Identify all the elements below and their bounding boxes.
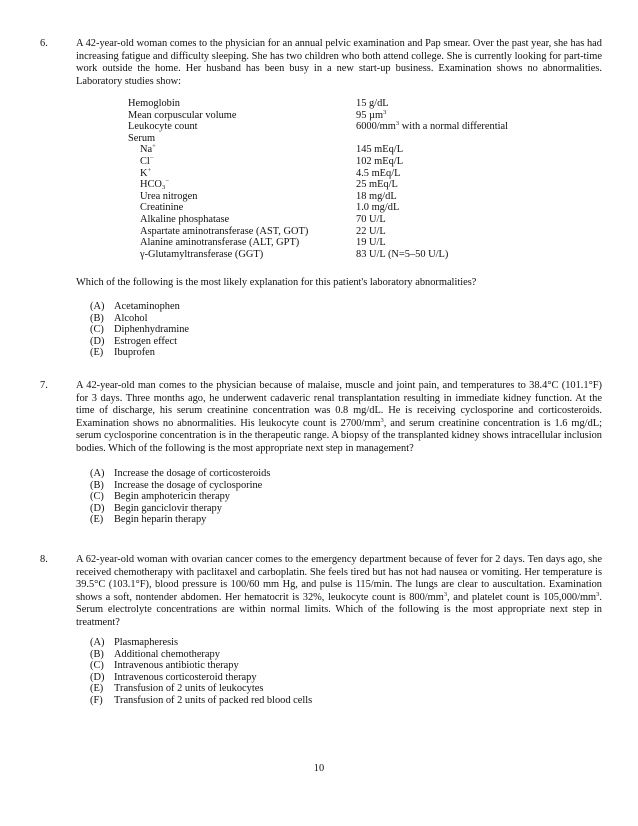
lab-row bbox=[128, 156, 508, 168]
option-letter: (B) bbox=[90, 479, 104, 491]
option-text: Increase the dosage of cyclosporine bbox=[114, 479, 263, 491]
stem-text bbox=[76, 554, 602, 630]
superscript: + bbox=[147, 166, 152, 174]
superscript: 3 bbox=[443, 590, 448, 598]
option-text: Intravenous antibiotic therapy bbox=[114, 660, 239, 672]
option-letter: (A) bbox=[90, 637, 105, 648]
lab-name-text: HCO bbox=[140, 179, 162, 191]
lab-name: Mean corpuscular volume bbox=[128, 109, 237, 121]
lab-row bbox=[128, 121, 508, 133]
lab-value-text: 6000/mm bbox=[356, 121, 396, 133]
answer-option[interactable] bbox=[90, 313, 189, 325]
answer-option[interactable] bbox=[90, 301, 189, 313]
lab-row bbox=[128, 144, 508, 156]
stem-part: . Serum electrolyte concentrations are within normal limits. Which of the following is the most appropriate next step in treatment? bbox=[76, 591, 602, 628]
lab-row bbox=[128, 237, 508, 249]
page-number: 10 bbox=[313, 763, 325, 774]
superscript: 3 bbox=[383, 108, 387, 116]
lab-name bbox=[128, 179, 356, 191]
lab-value: 18 mg/dL bbox=[356, 190, 397, 202]
lab-name: Hemoglobin bbox=[128, 98, 180, 109]
lab-name: Leukocyte count bbox=[128, 121, 198, 133]
lab-table bbox=[128, 98, 508, 260]
option-letter: (C) bbox=[90, 491, 104, 503]
lab-value: 102 mEq/L bbox=[356, 155, 404, 167]
question-number: 7. bbox=[40, 380, 48, 391]
lab-name: γ-Glutamyltransferase (GGT) bbox=[140, 248, 264, 260]
option-letter: (D) bbox=[90, 502, 105, 514]
question-8 bbox=[40, 554, 602, 714]
answer-option[interactable] bbox=[90, 468, 270, 480]
answer-options bbox=[90, 468, 270, 526]
option-text: Ibuprofen bbox=[114, 347, 155, 359]
option-letter: (C) bbox=[90, 324, 104, 336]
lab-value-suffix: with a normal differential bbox=[399, 121, 508, 133]
lab-row bbox=[128, 202, 508, 214]
option-letter: (E) bbox=[90, 514, 104, 526]
stem-part: A 62-year-old woman with ovarian cancer comes to the emergency department because of fever for 2 days. Ten days ago, she received chemotherapy with paclitaxel and carboplatin. She feels tired but has not had nausea or vomiting. Her temperature is 39.5°C (103.1°F), blood pressure is 100/60 mm Hg, and pulse is 115/min. The lungs are clear to auscultation. Examination shows a soft, nontender abdomen. Her hematocrit is 32%, leukocyte count is 800/mm bbox=[76, 554, 602, 603]
option-text: Transfusion of 2 units of packed red blood cells bbox=[114, 694, 313, 706]
lab-name-text: Na bbox=[140, 144, 153, 156]
option-text: Begin amphotericin therapy bbox=[114, 491, 230, 503]
lab-name: Urea nitrogen bbox=[140, 190, 198, 202]
superscript: 3 bbox=[380, 416, 384, 424]
option-letter: (D) bbox=[90, 335, 105, 347]
lab-value: 25 mEq/L bbox=[356, 179, 398, 191]
answer-option[interactable] bbox=[90, 491, 270, 503]
option-letter: (C) bbox=[90, 660, 104, 672]
lab-row bbox=[128, 133, 508, 145]
lab-name bbox=[128, 144, 356, 156]
answer-option[interactable] bbox=[90, 695, 312, 707]
lab-row bbox=[128, 98, 508, 110]
option-letter: (E) bbox=[90, 683, 104, 695]
stem-text: A 42-year-old woman comes to the physician for an annual pelvic examination and Pap smear. Over the past year, she has had increasing fatigue and difficulty sleeping. She has two children who both attend college. She is currently looking for part-time work outside the home. Her husband has been busy in a new start-up business. Examination shows no abnormalities. Laboratory studies show: bbox=[76, 38, 602, 87]
lab-row bbox=[128, 226, 508, 238]
superscript: 3 bbox=[395, 120, 400, 128]
option-text: Plasmapheresis bbox=[114, 637, 179, 648]
lab-row bbox=[128, 168, 508, 180]
lab-value: 70 U/L bbox=[356, 213, 386, 225]
answer-option[interactable] bbox=[90, 649, 312, 661]
lab-value: 83 U/L (N=5–50 U/L) bbox=[356, 248, 449, 260]
superscript: − bbox=[165, 178, 169, 186]
lab-row bbox=[128, 110, 508, 122]
lab-value: 19 U/L bbox=[356, 237, 386, 249]
option-letter: (B) bbox=[90, 312, 104, 324]
lab-name: Alkaline phosphatase bbox=[140, 213, 230, 225]
lab-name-text: K bbox=[140, 167, 148, 179]
answer-option[interactable] bbox=[90, 514, 270, 526]
option-text: Diphenhydramine bbox=[114, 324, 190, 336]
answer-option[interactable] bbox=[90, 347, 189, 359]
lab-name bbox=[128, 156, 356, 168]
superscript: + bbox=[152, 143, 156, 151]
question-stem bbox=[76, 380, 602, 456]
lab-row bbox=[128, 191, 508, 203]
lab-row bbox=[128, 249, 508, 261]
lab-value-text: 95 µm bbox=[356, 109, 384, 121]
question-number: 8. bbox=[40, 554, 48, 565]
answer-option[interactable] bbox=[90, 660, 312, 672]
question-number: 6. bbox=[40, 38, 48, 49]
option-text: Increase the dosage of corticosteroids bbox=[114, 468, 271, 479]
answer-option[interactable] bbox=[90, 637, 312, 649]
option-letter: (F) bbox=[90, 694, 103, 706]
subscript: 3 bbox=[161, 184, 166, 192]
lab-value bbox=[356, 110, 386, 122]
question-stem bbox=[76, 38, 602, 88]
option-text: Estrogen effect bbox=[114, 335, 177, 347]
lab-value: 145 mEq/L bbox=[356, 144, 404, 156]
option-letter: (A) bbox=[90, 468, 105, 479]
answer-options bbox=[90, 301, 189, 359]
question-stem bbox=[76, 554, 602, 630]
option-letter: (E) bbox=[90, 347, 104, 359]
option-letter: (B) bbox=[90, 648, 104, 660]
lab-name bbox=[128, 168, 356, 180]
lab-value: 22 U/L bbox=[356, 225, 386, 237]
superscript: 3 bbox=[596, 590, 600, 598]
answer-option[interactable] bbox=[90, 503, 270, 515]
lab-value: 4.5 mEq/L bbox=[356, 167, 401, 179]
stem-part: A 42-year-old man comes to the physician because of malaise, muscle and joint pain, and temperatures to 38.4°C (101.1°F) for 3 days. Three months ago, he underwent cadaveric renal transplantation resulting in immediate kidney function. At the time of discharge, his serum creatinine concentration was 0.8 mg/dL. He is receiving cyclosporine and corticosteroids. Examination shows no abnormalities. His leukocyte count is 2700/mm bbox=[76, 380, 602, 429]
option-text: Begin heparin therapy bbox=[114, 514, 207, 526]
option-text: Alcohol bbox=[114, 312, 148, 324]
stem-part: , and platelet count is 105,000/mm bbox=[447, 591, 597, 603]
lab-name-text: Cl bbox=[140, 155, 150, 167]
question-6 bbox=[40, 38, 602, 368]
lab-name: Aspartate aminotransferase (AST, GOT) bbox=[140, 225, 309, 237]
option-text: Additional chemotherapy bbox=[114, 648, 220, 660]
lab-value bbox=[356, 121, 508, 133]
lab-section-label: Serum bbox=[128, 132, 156, 144]
superscript: − bbox=[149, 154, 154, 162]
answer-option[interactable] bbox=[90, 672, 312, 684]
lab-value: 1.0 mg/dL bbox=[356, 202, 400, 214]
lab-name: Alanine aminotransferase (ALT, GPT) bbox=[140, 237, 300, 249]
answer-option[interactable] bbox=[90, 324, 189, 336]
question-7 bbox=[40, 380, 602, 530]
stem-part: , and serum creatinine concentration is 1.6 mg/dL; serum cyclosporine concentration is in the therapeutic range. A biopsy of the transplanted kidney shows intracellular inclusion bodies. Which of the following is the most appropriate next step in management? bbox=[76, 417, 602, 454]
lab-row bbox=[128, 179, 508, 191]
option-text: Intravenous corticosteroid therapy bbox=[114, 671, 257, 683]
lab-value: 15 g/dL bbox=[356, 98, 389, 109]
lab-name: Creatinine bbox=[140, 202, 184, 214]
option-text: Transfusion of 2 units of leukocytes bbox=[114, 683, 264, 695]
lab-row bbox=[128, 214, 508, 226]
option-text: Begin ganciclovir therapy bbox=[114, 502, 222, 514]
question-prompt: Which of the following is the most likely explanation for this patient's laboratory abnormalities? bbox=[76, 277, 477, 288]
answer-option[interactable] bbox=[90, 683, 312, 695]
option-letter: (D) bbox=[90, 671, 105, 683]
stem-text bbox=[76, 380, 602, 456]
option-letter: (A) bbox=[90, 301, 105, 312]
answer-option[interactable] bbox=[90, 336, 189, 348]
answer-option[interactable] bbox=[90, 480, 270, 492]
answer-options bbox=[90, 637, 312, 707]
option-text: Acetaminophen bbox=[114, 301, 180, 312]
